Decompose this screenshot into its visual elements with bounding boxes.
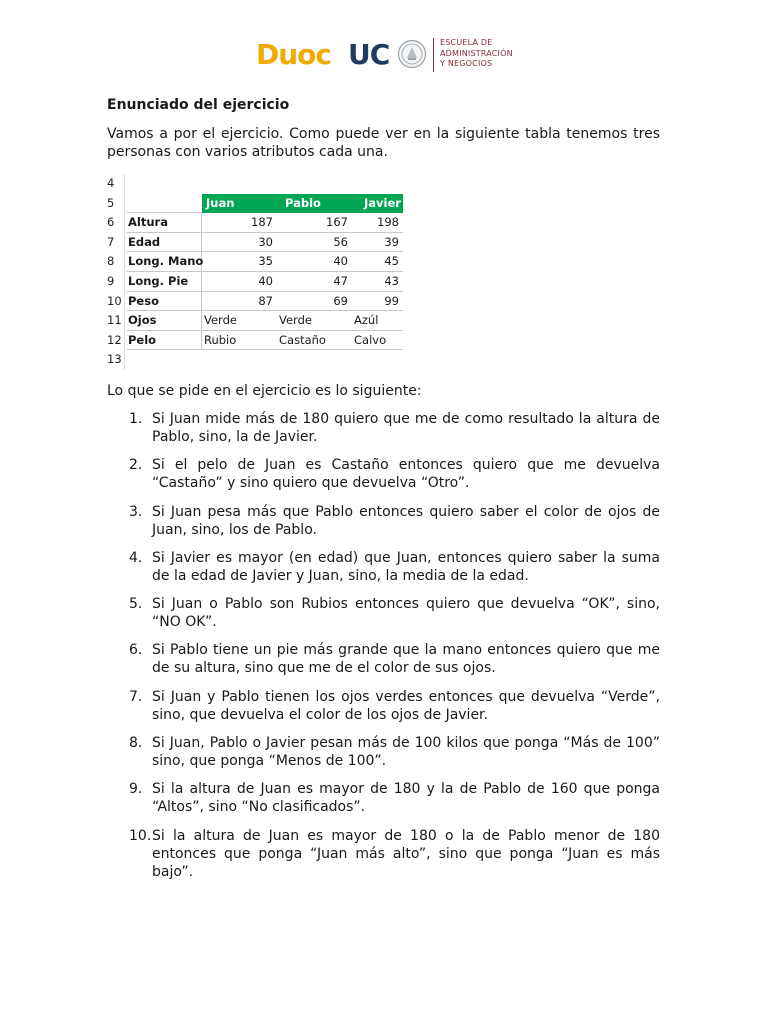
table-cell: Rubio xyxy=(202,331,277,351)
task-item xyxy=(107,827,660,881)
row-label: Ojos xyxy=(127,311,202,331)
table-cell: 56 xyxy=(277,233,352,253)
row-label xyxy=(127,194,202,214)
row-label: Peso xyxy=(127,292,202,312)
logo-uc-text: UC xyxy=(348,38,390,71)
row-number: 9 xyxy=(107,272,125,292)
task-text: Si Javier es mayor (en edad) que Juan, entonces quiero saber la suma de la edad de Javier y Juan, sino, la media de la edad. xyxy=(152,549,660,584)
row-number: 6 xyxy=(107,213,125,233)
table-cell: Verde xyxy=(277,311,352,331)
task-number: 6. xyxy=(129,642,143,659)
table-cell: 69 xyxy=(277,292,352,312)
task-item xyxy=(107,410,660,446)
task-item xyxy=(107,780,660,816)
table-cell: 87 xyxy=(202,292,277,312)
duoc-uc-logo xyxy=(256,36,516,76)
task-text: Si la altura de Juan es mayor de 180 y la de Pablo de 160 que ponga “Altos”, sino “No clasificados”. xyxy=(152,781,660,816)
task-item xyxy=(107,641,660,677)
column-header: Javier xyxy=(352,194,403,214)
task-list xyxy=(107,410,660,891)
school-line-3: Y NEGOCIOS xyxy=(440,59,493,68)
table-cell: 187 xyxy=(202,213,277,233)
row-number: 11 xyxy=(107,311,125,331)
table-cell: 30 xyxy=(202,233,277,253)
table-cell: 43 xyxy=(352,272,403,292)
task-number: 5. xyxy=(129,596,143,613)
row-number: 10 xyxy=(107,292,125,312)
table-cell: 167 xyxy=(277,213,352,233)
table-cell: 40 xyxy=(202,272,277,292)
school-line-1: ESCUELA DE xyxy=(440,38,493,47)
task-text: Si la altura de Juan es mayor de 180 o la de Pablo menor de 180 entonces que ponga “Juan más alto”, sino que ponga “Juan es más bajo”. xyxy=(152,827,660,880)
row-number: 13 xyxy=(107,350,125,370)
task-number: 1. xyxy=(129,411,143,427)
table-cell: 35 xyxy=(202,252,277,272)
task-number: 9. xyxy=(129,781,143,798)
row-label: Long. Mano xyxy=(127,252,202,272)
task-text: Si el pelo de Juan es Castaño entonces quiero que me devuelva “Castaño” y sino quiero que devuelva “Otro”. xyxy=(152,457,660,492)
task-item xyxy=(107,595,660,631)
task-text: Si Pablo tiene un pie más grande que la mano entonces quiero que me de su altura, sino que me de el color de sus ojos. xyxy=(152,642,660,677)
table-cell: Azúl xyxy=(352,311,403,331)
table-cell: 45 xyxy=(352,252,403,272)
row-label: Edad xyxy=(127,233,202,253)
intro-paragraph: Vamos a por el ejercicio. Como puede ver en la siguiente tabla tenemos tres personas con varios atributos cada una. xyxy=(107,126,660,160)
task-number: 10. xyxy=(129,827,152,844)
table-cell: 47 xyxy=(277,272,352,292)
task-text: Si Juan o Pablo son Rubios entonces quiero que devuelva “OK”, sino, “NO OK”. xyxy=(152,596,660,631)
logo-duoc-text: Duoc xyxy=(256,38,332,71)
task-number: 7. xyxy=(129,688,143,705)
task-item xyxy=(107,549,660,585)
table-cell: Calvo xyxy=(352,331,403,351)
task-text: Si Juan pesa más que Pablo entonces quiero saber el color de ojos de Juan, sino, los de Pablo. xyxy=(152,503,660,538)
column-header: Pablo xyxy=(277,194,352,214)
task-item xyxy=(107,503,660,539)
task-number: 4. xyxy=(129,549,143,566)
row-label: Long. Pie xyxy=(127,272,202,292)
task-text: Si Juan mide más de 180 quiero que me de como resultado la altura de Pablo, sino, la de Javier. xyxy=(152,411,660,445)
logo-divider xyxy=(433,38,434,72)
task-text: Si Juan y Pablo tienen los ojos verdes entonces que devuelva “Verde”, sino, que devuelva el color de los ojos de Javier. xyxy=(152,688,660,723)
table-cell: 39 xyxy=(352,233,403,253)
table-cell: 99 xyxy=(352,292,403,312)
task-number: 8. xyxy=(129,735,143,752)
section-heading: Enunciado del ejercicio xyxy=(107,97,290,113)
row-label: Altura xyxy=(127,213,202,233)
column-header: Juan xyxy=(202,194,277,214)
task-number: 3. xyxy=(129,503,143,520)
row-label: Pelo xyxy=(127,331,202,351)
row-number: 8 xyxy=(107,252,125,272)
row-number: 4 xyxy=(107,174,125,194)
table-cell: 198 xyxy=(352,213,403,233)
task-number: 2. xyxy=(129,457,143,474)
table-cell: Verde xyxy=(202,311,277,331)
row-number: 5 xyxy=(107,194,125,214)
table-cell: 40 xyxy=(277,252,352,272)
school-name xyxy=(440,38,513,70)
task-item xyxy=(107,456,660,492)
task-item xyxy=(107,688,660,724)
table-cell: Castaño xyxy=(277,331,352,351)
task-item xyxy=(107,734,660,770)
row-number: 7 xyxy=(107,233,125,253)
row-number: 12 xyxy=(107,331,125,351)
university-seal-icon xyxy=(397,39,427,69)
school-line-2: ADMINISTRACIÓN xyxy=(440,48,513,58)
task-text: Si Juan, Pablo o Javier pesan más de 100 kilos que ponga “Más de 100” sino, que ponga “Menos de 100”. xyxy=(152,735,660,770)
task-intro: Lo que se pide en el ejercicio es lo siguiente: xyxy=(107,383,422,399)
